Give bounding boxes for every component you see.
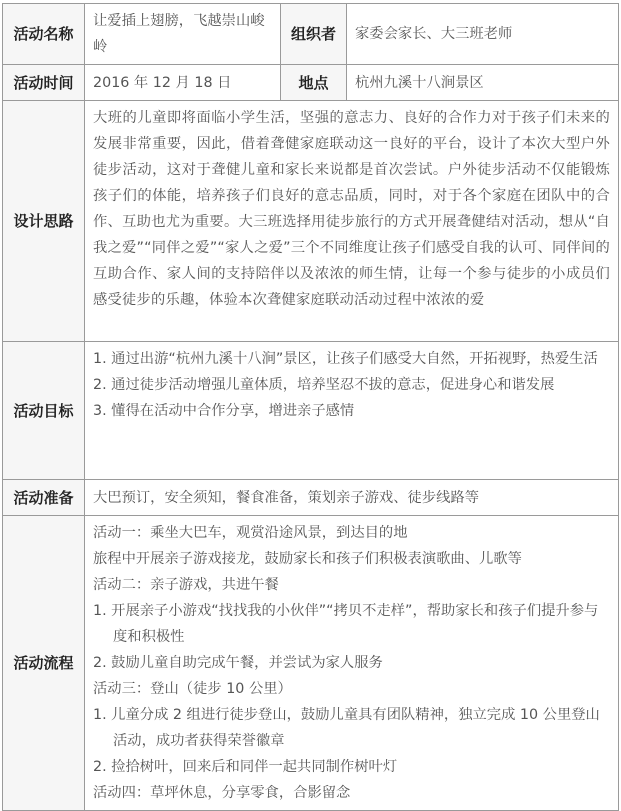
- goal-label: 活动目标: [3, 342, 85, 480]
- activity-time-value: 2016 年 12 月 18 日: [85, 65, 281, 101]
- activity-time-label: 活动时间: [3, 65, 85, 101]
- flow-line: 2. 捡拾树叶，回来后和同伴一起共同制作树叶灯: [93, 759, 398, 775]
- organizer-label: 组织者: [281, 4, 347, 65]
- row-flow: [3, 516, 619, 811]
- design-text: 大班的儿童即将面临小学生活，坚强的意志力、良好的合作力对于孩子们未来的发展非常重要，因此，借着聋健家庭联动这一良好的平台，设计了本次大型户外徒步活动，这对于聋健儿童和家长来说都是首次尝试。户外徒步活动不仅能锻炼孩子们的体能，培养孩子们良好的意志品质，同时，对于各个家庭在团队中的合作、互助也尤为重要。大三班选择用徒步旅行的方式开展聋健结对活动，想从“自我之爱”“同伴之爱”“家人之爱”三个不同维度让孩子们感受自我的认可、同伴间的互助合作、家人间的支持陪伴以及浓浓的师生情，让每一个参与徒步的小成员们感受徒步的乐趣，体验本次聋健家庭联动活动过程中浓浓的爱: [93, 110, 610, 308]
- goal-item: 3. 懂得在活动中合作分享，增进亲子感情: [93, 403, 355, 419]
- activity-name-label: 活动名称: [3, 4, 85, 65]
- row-time-location: [3, 65, 619, 101]
- row-goals: [3, 342, 619, 480]
- activity-name-value: 让爱插上翅膀，飞越崇山峻岭: [85, 4, 281, 65]
- organizer-value: 家委会家长、大三班老师: [347, 4, 619, 65]
- location-label: 地点: [281, 65, 347, 101]
- row-design: [3, 101, 619, 342]
- flow-line: 1. 儿童分成 2 组进行徒步登山，鼓励儿童具有团队精神，独立完成 10 公里登山活动，成功者获得荣誉徽章: [93, 707, 600, 749]
- row-prep: [3, 480, 619, 516]
- row-name-organizer: [3, 4, 619, 65]
- flow-line: 旅程中开展亲子游戏接龙，鼓励家长和孩子们积极表演歌曲、儿歌等: [93, 551, 522, 567]
- prep-label: 活动准备: [3, 480, 85, 516]
- flow-line: 活动一：乘坐大巴车，观赏沿途风景，到达目的地: [93, 525, 408, 541]
- flow-cell: [85, 516, 619, 811]
- flow-line: 活动四：草坪休息，分享零食，合影留念: [93, 785, 351, 801]
- goal-item: 2. 通过徒步活动增强儿童体质，培养坚忍不拔的意志，促进身心和谐发展: [93, 377, 555, 393]
- prep-text: 大巴预订，安全须知，餐食准备，策划亲子游戏、徒步线路等: [85, 480, 619, 516]
- design-cell: [85, 101, 619, 342]
- goals-cell: [85, 342, 619, 480]
- design-label: 设计思路: [3, 101, 85, 342]
- flow-label: 活动流程: [3, 516, 85, 811]
- flow-line: 2. 鼓励儿童自助完成午餐，并尝试为家人服务: [93, 655, 383, 671]
- activity-plan-table: [2, 3, 619, 811]
- flow-line: 1. 开展亲子小游戏“找找我的小伙伴”“拷贝不走样”，帮助家长和孩子们提升参与度和积极性: [93, 603, 599, 645]
- goal-item: 1. 通过出游“杭州九溪十八涧”景区，让孩子们感受大自然，开拓视野，热爱生活: [93, 351, 598, 367]
- location-value: 杭州九溪十八涧景区: [347, 65, 619, 101]
- flow-line: 活动二：亲子游戏，共进午餐: [93, 577, 279, 593]
- flow-line: 活动三：登山（徒步 10 公里）: [93, 681, 292, 697]
